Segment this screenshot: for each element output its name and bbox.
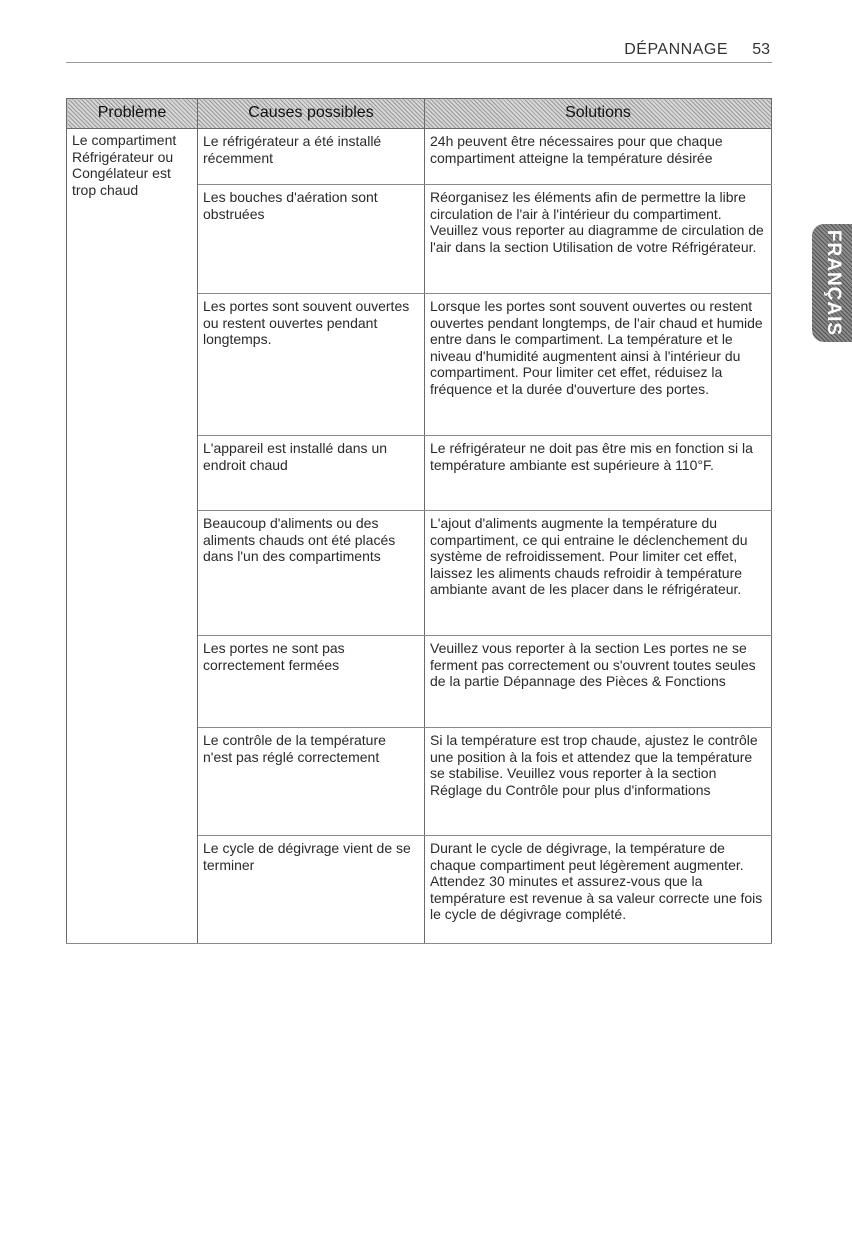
cause-text: Les bouches d'aération sont obstruées: [203, 189, 378, 222]
cause-text: Le réfrigérateur a été installé récemment: [203, 133, 382, 166]
cause-text: Les portes ne sont pas correctement fermées: [203, 640, 345, 673]
solution-text: 24h peuvent être nécessaires pour que chaque compartiment atteigne la température désirée: [430, 133, 723, 166]
column-header-solutions: Solutions: [425, 99, 772, 129]
section-title: DÉPANNAGE: [624, 41, 728, 58]
cause-cell: [198, 511, 425, 636]
cause-text: Beaucoup d'aliments ou des aliments chauds ont été placés dans l'un des compartiments: [203, 515, 396, 564]
solution-cell: [425, 836, 772, 944]
cause-cell: [198, 728, 425, 836]
troubleshooting-table: [66, 98, 772, 944]
solution-text: Lorsque les portes sont souvent ouvertes ou restent ouvertes pendant longtemps, de l'air chaud et humide entre dans le compartiment. La température et le niveau d'humidité augmentent ainsi à l'intérieur du compartiment. Pour limiter cet effet, réduisez la fréquence et la durée d'ouverture des portes.: [430, 298, 763, 397]
solution-text: L'ajout d'aliments augmente la température du compartiment, ce qui entraine le déclenchement du système de refroidissement. Pour limiter cet effet, laissez les aliments chauds refroidir à température ambiante avant de les placer dans le réfrigérateur.: [430, 515, 748, 597]
language-tab: [812, 224, 852, 342]
solution-cell: [425, 436, 772, 511]
solution-text: Réorganisez les éléments afin de permettre la libre circulation de l'air à l'intérieur du compartiment. Veuillez vous reporter au diagramme de circulation de l'air dans la section Utilisation de votre Réfrigérateur.: [430, 189, 764, 255]
table-header-row: [67, 99, 772, 129]
solution-text: Durant le cycle de dégivrage, la température de chaque compartiment peut légèrement augmenter. Attendez 30 minutes et assurez-vous que la température est revenue à sa valeur correcte une fois le cycle de dégivrage complété.: [430, 840, 763, 922]
cause-text: Les portes sont souvent ouvertes ou restent ouvertes pendant longtemps.: [203, 298, 410, 347]
solution-text: Veuillez vous reporter à la section Les portes ne se ferment pas correctement ou s'ouvrent toutes seules de la partie Dépannage des Pièces & Fonctions: [430, 640, 756, 689]
cause-cell: [198, 185, 425, 294]
solution-cell: [425, 728, 772, 836]
cause-cell: [198, 636, 425, 728]
language-tab-label: FRANÇAIS: [823, 229, 845, 337]
page-number: 53: [752, 41, 770, 58]
solution-text: Si la température est trop chaude, ajustez le contrôle une position à la fois et attendez que la température se stabilise. Veuillez vous reporter à la section Réglage du Contrôle pour plus d'informations: [430, 732, 758, 798]
cause-text: Le cycle de dégivrage vient de se terminer: [203, 840, 411, 873]
cause-cell: [198, 129, 425, 185]
solution-cell: [425, 511, 772, 636]
page-header: [66, 40, 772, 63]
table-row: [67, 129, 772, 185]
problem-cell: [67, 129, 198, 944]
solution-cell: [425, 185, 772, 294]
cause-cell: [198, 294, 425, 436]
cause-text: Le contrôle de la température n'est pas réglé correctement: [203, 732, 386, 765]
cause-cell: [198, 436, 425, 511]
column-header-causes: Causes possibles: [198, 99, 425, 129]
cause-cell: [198, 836, 425, 944]
solution-cell: [425, 636, 772, 728]
solution-cell: [425, 129, 772, 185]
solution-text: Le réfrigérateur ne doit pas être mis en fonction si la température ambiante est supérieure à 110°F.: [430, 440, 753, 473]
column-header-problem: Problème: [67, 99, 198, 129]
problem-text: Le compartiment Réfrigérateur ou Congélateur est trop chaud: [72, 132, 177, 198]
cause-text: L'appareil est installé dans un endroit chaud: [203, 440, 388, 473]
solution-cell: [425, 294, 772, 436]
